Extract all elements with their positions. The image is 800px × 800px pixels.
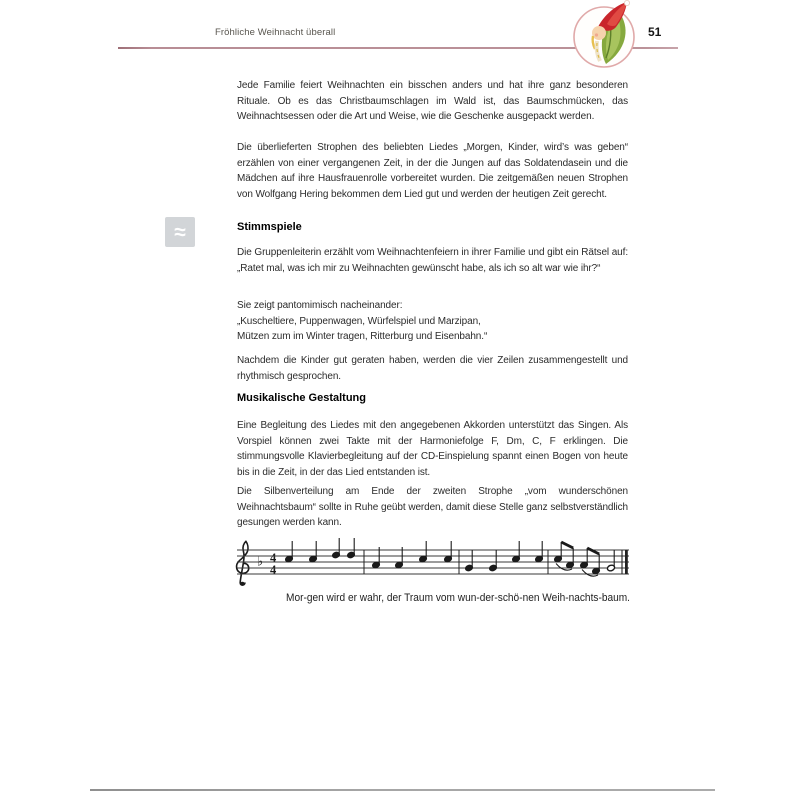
section-title-musikalische-gestaltung: Musikalische Gestaltung [237,392,366,404]
voice-waves-icon: ≈ [165,217,195,247]
stimmspiele-paragraph-1: Die Gruppenleiterin erzählt vom Weihnachtenfeiern in ihrer Familie und gibt ein Rätsel auf: „Ratet mal, was ich mir zu Weihnachten gewünscht habe, als ich so alt war wie ihr?“ [237,247,628,274]
elf-illustration-icon [566,0,644,74]
treble-clef-icon [237,541,249,585]
clef-dot [240,582,244,586]
hat-pompom [624,0,629,5]
gestaltung-paragraph-2: Die Silbenverteilung am Ende der zweiten Strophe „vom wunderschönen Weihnachtsbaum“ sollte in Ruhe geübt werden, damit diese Stelle ganz selbstverständlich gesungen werden kann. [237,486,628,528]
quote-line-1: Sie zeigt pantomimisch nacheinander: [237,300,403,311]
gestaltung-paragraph-1: Eine Begleitung des Liedes mit den angegebenen Akkorden unterstützt das Singen. Als Vorspiel können zwei Takte mit der Harmoniefolge F, Dm, C, F erklingen. Die stimmungsvolle Klavierbegleitung auf der CD-Einspielung spannt einen Bogen von heute bis in die Zeit, in der das Lied entstanden ist. [237,420,628,478]
lyrics-line: Mor-gen wird er wahr, der Traum vom wun-der-schö-nen Weih-nachts-baum. [286,592,630,604]
music-score [232,538,632,608]
flat-sign: ♭ [257,554,264,570]
footer-rule [90,789,715,791]
time-signature-top: 4 [270,550,277,565]
intro-paragraph-1: Jede Familie feiert Weihnachten ein bisschen anders und hat ihre ganz besonderen Rituale. Ob es das Christbaumschlagen im Wald ist, das Baumschmücken, das Weihnachtsessen oder die Art und Weise, wie die Geschenke ausgepackt werden. [237,80,628,122]
running-title: Fröhliche Weihnacht überall [215,27,336,38]
elf-cheek [595,33,598,36]
page-number: 51 [648,25,662,39]
intro-paragraph-2: Die überlieferten Strophen des beliebten Liedes „Morgen, Kinder, wird’s was geben“ erzählen von einer vergangenen Zeit, in der die Jungen auf das Soldatendasein und die Mädchen auf ihre Hausfrauenrolle vorbereitet wurden. Die zeitgemäßen neuen Strophen von Wolfgang Hering bekommen dem Lied gut und werden der heutigen Zeit gerecht. [237,142,628,200]
quote-line-2: „Kuscheltiere, Puppenwagen, Würfelspiel und Marzipan, [237,315,481,327]
section-title-stimmspiele: Stimmspiele [237,221,302,233]
pantomime-quote-block [237,298,628,345]
elf-face [592,26,606,40]
stimmspiele-paragraph-2: Nachdem die Kinder gut geraten haben, werden die vier Zeilen zusammengestellt und rhythmisch gesprochen. [237,355,628,382]
time-signature-bottom: 4 [270,562,277,577]
quote-line-3: Mützen zum im Winter tragen, Ritterburg und Eisenbahn.“ [237,331,488,342]
